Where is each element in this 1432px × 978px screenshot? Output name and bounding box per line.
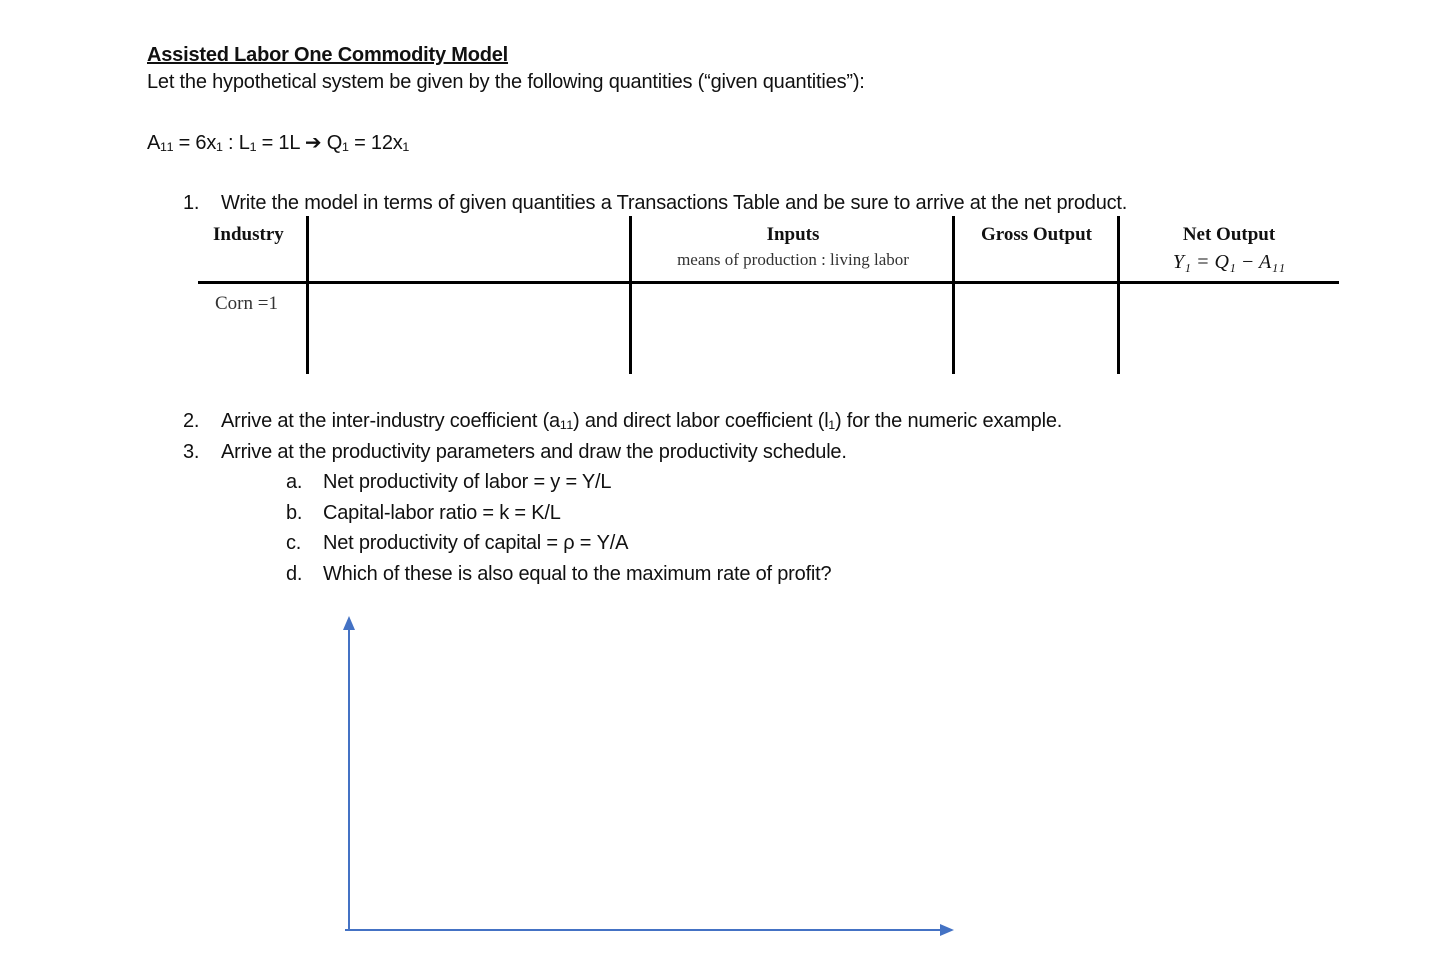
subitem-a-letter: a. bbox=[286, 471, 303, 493]
row-label-corn: Corn =1 bbox=[215, 293, 278, 314]
question-3-number: 3. bbox=[183, 441, 200, 463]
header-gross-output: Gross Output bbox=[980, 224, 1093, 245]
subitem-d-text: Which of these is also equal to the maximum rate of profit? bbox=[323, 563, 832, 585]
subitem-d-letter: d. bbox=[286, 563, 303, 585]
given-quantities-equation: A₁₁ = 6x₁ : L₁ = 1L ➔ Q₁ = 12x₁ bbox=[147, 132, 410, 154]
question-1-number: 1. bbox=[183, 192, 200, 214]
header-net-output: Net Output bbox=[1182, 224, 1276, 245]
table-header-rule bbox=[198, 281, 1339, 284]
question-2-text: Arrive at the inter-industry coefficient (a₁₁) and direct labor coefficient (l₁) for the numeric example. bbox=[221, 410, 1063, 432]
productivity-schedule-axes bbox=[330, 610, 970, 940]
header-inputs: Inputs bbox=[766, 224, 820, 245]
table-divider-1 bbox=[306, 216, 309, 374]
document-title: Assisted Labor One Commodity Model bbox=[147, 44, 509, 66]
subitem-b-text: Capital-labor ratio = k = K/L bbox=[323, 502, 561, 524]
question-1-text: Write the model in terms of given quantities a Transactions Table and be sure to arrive at the net product. bbox=[221, 192, 1128, 214]
subitem-b-letter: b. bbox=[286, 502, 303, 524]
table-divider-2 bbox=[629, 216, 632, 374]
question-2-number: 2. bbox=[183, 410, 200, 432]
question-3-text: Arrive at the productivity parameters and draw the productivity schedule. bbox=[221, 441, 847, 463]
table-divider-3 bbox=[952, 216, 955, 374]
header-inputs-subtitle: means of production : living labor bbox=[677, 250, 909, 269]
intro-text: Let the hypothetical system be given by the following quantities (“given quantities”): bbox=[147, 71, 865, 93]
table-divider-4 bbox=[1117, 216, 1120, 374]
x-axis-arrowhead bbox=[940, 924, 954, 936]
subitem-a-text: Net productivity of labor = y = Y/L bbox=[323, 471, 612, 493]
y-axis-arrowhead bbox=[343, 616, 355, 630]
net-output-formula: Y₁ = Q₁ − A₁₁ bbox=[1172, 251, 1286, 273]
subitem-c-letter: c. bbox=[286, 532, 302, 554]
subitem-c-text: Net productivity of capital = ρ = Y/A bbox=[323, 532, 629, 554]
header-industry: Industry bbox=[213, 224, 284, 245]
